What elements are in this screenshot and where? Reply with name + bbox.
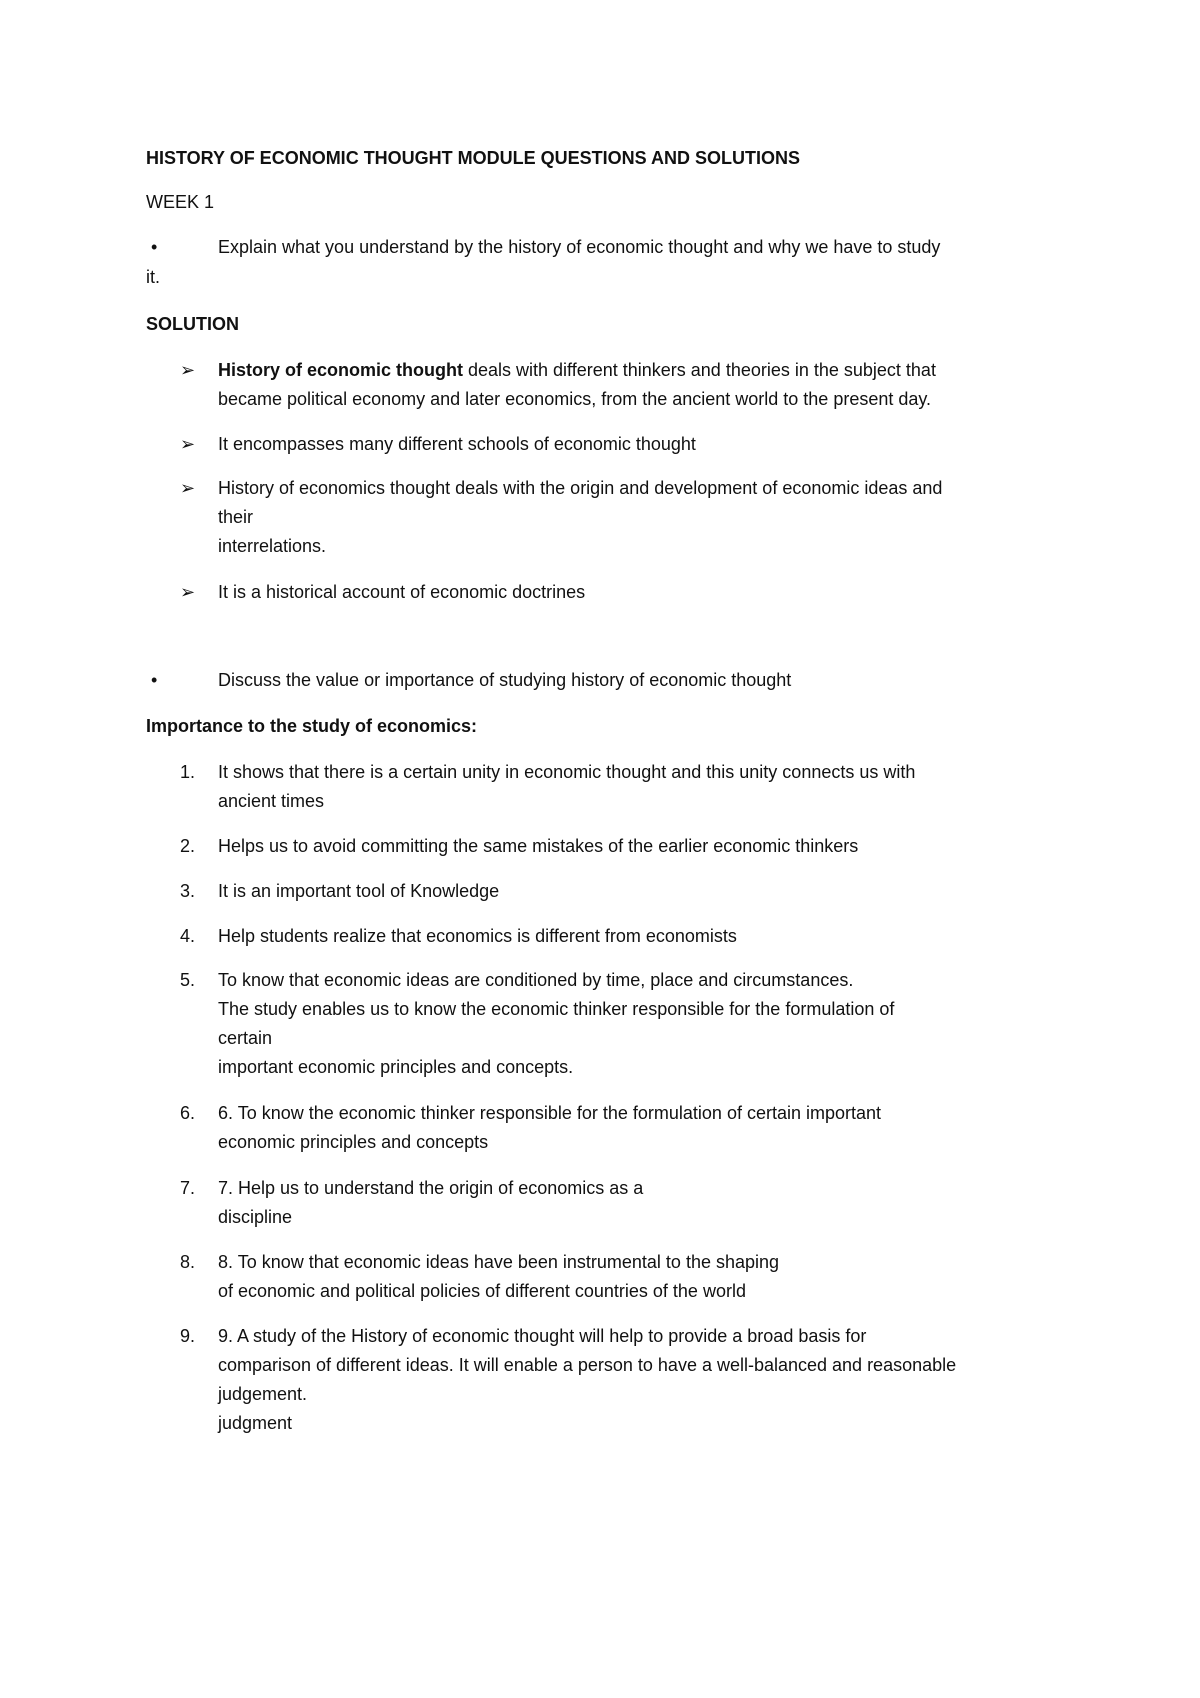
importance-item-line: It shows that there is a certain unity in economic thought and this unity connects us with xyxy=(218,762,916,782)
list-number: 3. xyxy=(180,881,196,901)
importance-item-line: certain xyxy=(218,1028,273,1048)
list-number: 7. xyxy=(180,1178,196,1198)
question-2-bullet: • xyxy=(151,670,158,690)
solution-item-line-rest: deals with different thinkers and theories in the subject that xyxy=(463,360,936,380)
importance-item-line: 7. Help us to understand the origin of economics as a xyxy=(218,1178,644,1198)
importance-item-line: economic principles and concepts xyxy=(218,1132,489,1152)
importance-item-line: To know that economic ideas are conditioned by time, place and circumstances. xyxy=(218,970,854,990)
importance-item-text xyxy=(218,832,1098,861)
arrow-bullet-icon: ➢ xyxy=(180,582,196,602)
question-2-text: Discuss the value or importance of studying history of economic thought xyxy=(218,670,792,690)
importance-item-line: The study enables us to know the economic thinker responsible for the formulation of xyxy=(218,999,895,1019)
solution-item-bold-lead: History of economic thought xyxy=(218,360,463,380)
importance-item-line: 6. To know the economic thinker responsible for the formulation of certain important xyxy=(218,1103,882,1123)
importance-item-text xyxy=(218,877,1098,906)
solution-item-text xyxy=(218,578,1098,607)
solution-item-line: interrelations. xyxy=(218,536,327,556)
question-1-text: Explain what you understand by the history of economic thought and why we have to study xyxy=(218,237,941,257)
importance-item-line: 9. A study of the History of economic thought will help to provide a broad basis for xyxy=(218,1326,867,1346)
importance-item-line: of economic and political policies of different countries of the world xyxy=(218,1281,746,1301)
question-1-continuation: it. xyxy=(146,267,161,287)
list-number: 6. xyxy=(180,1103,196,1123)
importance-item-line: Helps us to avoid committing the same mistakes of the earlier economic thinkers xyxy=(218,836,859,856)
importance-item-line: ancient times xyxy=(218,791,325,811)
list-number: 1. xyxy=(180,762,196,782)
solution-heading: SOLUTION xyxy=(146,314,239,334)
solution-item-line: became political economy and later economics, from the ancient world to the present day. xyxy=(218,389,932,409)
importance-item-line: judgement. xyxy=(218,1384,308,1404)
solution-item-line: It is a historical account of economic doctrines xyxy=(218,582,586,602)
solution-item-line xyxy=(218,356,1098,385)
arrow-bullet-icon: ➢ xyxy=(180,478,196,498)
importance-item-text xyxy=(218,758,1098,816)
list-number: 9. xyxy=(180,1326,196,1346)
list-number: 2. xyxy=(180,836,196,856)
solution-item-text xyxy=(218,430,1098,459)
solution-item-line: It encompasses many different schools of economic thought xyxy=(218,434,696,454)
solution-item-text xyxy=(218,474,1098,561)
importance-item-text xyxy=(218,1322,1098,1438)
list-number: 8. xyxy=(180,1252,196,1272)
importance-item-line: important economic principles and concepts. xyxy=(218,1057,574,1077)
importance-item-line: comparison of different ideas. It will enable a person to have a well-balanced and reasonable xyxy=(218,1355,957,1375)
importance-item-line: Help students realize that economics is different from economists xyxy=(218,926,737,946)
question-1-bullet: • xyxy=(151,237,158,257)
importance-item-text xyxy=(218,1099,1098,1157)
importance-item-line: judgment xyxy=(218,1413,293,1433)
arrow-bullet-icon: ➢ xyxy=(180,360,196,380)
importance-item-line: discipline xyxy=(218,1207,293,1227)
importance-item-line: 8. To know that economic ideas have been instrumental to the shaping xyxy=(218,1252,780,1272)
solution-item-line: their xyxy=(218,507,254,527)
document-title: HISTORY OF ECONOMIC THOUGHT MODULE QUESTIONS AND SOLUTIONS xyxy=(146,148,801,168)
week-label: WEEK 1 xyxy=(146,192,215,212)
importance-item-text xyxy=(218,966,1098,1082)
solution-item-text xyxy=(218,356,1098,414)
list-number: 5. xyxy=(180,970,196,990)
importance-item-text xyxy=(218,1174,1098,1232)
importance-item-text xyxy=(218,922,1098,951)
importance-item-text xyxy=(218,1248,1098,1306)
importance-heading: Importance to the study of economics: xyxy=(146,716,478,736)
solution-item-line: History of economics thought deals with the origin and development of economic ideas and xyxy=(218,478,943,498)
list-number: 4. xyxy=(180,926,196,946)
arrow-bullet-icon: ➢ xyxy=(180,434,196,454)
importance-item-line: It is an important tool of Knowledge xyxy=(218,881,500,901)
